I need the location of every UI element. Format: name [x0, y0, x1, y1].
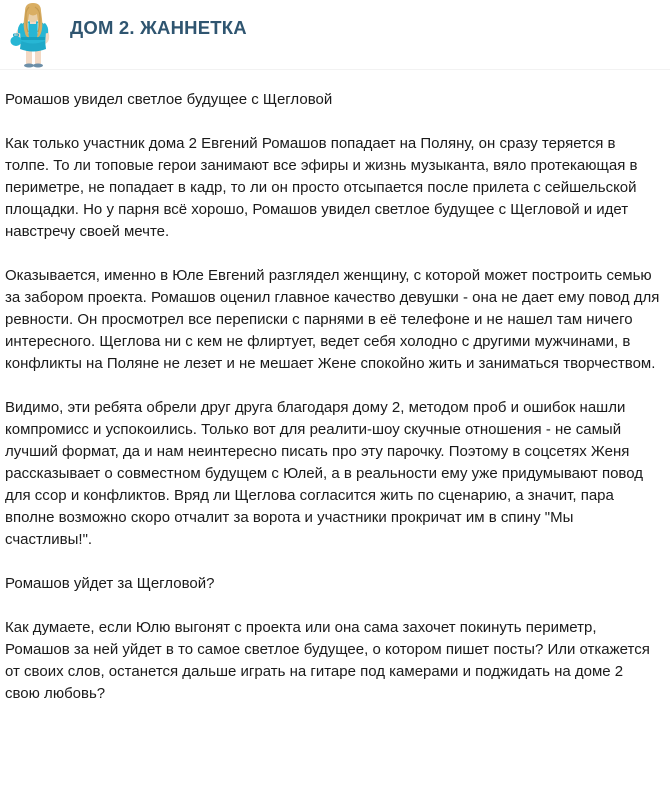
article-headline: Ромашов увидел светлое будущее с Щегловой: [5, 91, 333, 108]
brand-avatar-image: [4, 1, 62, 69]
page-title: ДОМ 2. ЖАННЕТКА: [70, 16, 247, 38]
article-paragraph: Видимо, эти ребята обрели друг друга благодаря дому 2, методом проб и ошибок нашли компромисс и успокоились. Только вот для реалити-шоу скучные отношения - не самый лучший формат, да и нам неинтересно писать про эту парочку. Поэтому в соцсетях Женя рассказывает о совместном будущем с Юлей, а в реальности ему уже придумывают повод для ссор и конфликтов. Вряд ли Щеглова согласится жить по сценарию, а значит, пара вполне возможно скоро отчалит за ворота и участники прокричат им в спину "Мы счастливы!".: [5, 399, 643, 548]
site-header: [0, 0, 670, 70]
article-paragraph: Оказывается, именно в Юле Евгений разглядел женщину, с которой может построить семью за забором проекта. Ромашов оценил главное качество девушки - она не дает ему повод для ревности. Он просмотрел все переписки с парнями в её телефоне и не нашел там ничего интересного. Щеглова ни с кем не флиртует, ведет себя холодно с другими мужчинами, в конфликты на Поляне не лезет и не мешает Жене спокойно жить и заниматься творчеством.: [5, 267, 660, 372]
article-body: [0, 89, 670, 705]
article-paragraph: Как только участник дома 2 Евгений Ромашов попадает на Поляну, он сразу теряется в толпе. То ли топовые герои занимают все эфиры и жизнь музыканта, вяло протекающая в периметре, не попадает в кадр, то ли он просто отсыпается после прилета с сейшельской площадки. Но у парня всё хорошо, Ромашов увидел светлое будущее с Щегловой и идет навстречу своей мечте.: [5, 135, 638, 240]
article-subheadline: Ромашов уйдет за Щегловой?: [5, 575, 215, 592]
header-divider: [0, 69, 670, 70]
article-closing-paragraph: Как думаете, если Юлю выгонят с проекта или она сама захочет покинуть периметр, Ромашов за ней уйдет в то самое светлое будущее, о котором пишет посты? Или откажется от своих слов, останется дальше играть на гитаре под камерами и поджидать на доме 2 свою любовь?: [5, 619, 650, 702]
